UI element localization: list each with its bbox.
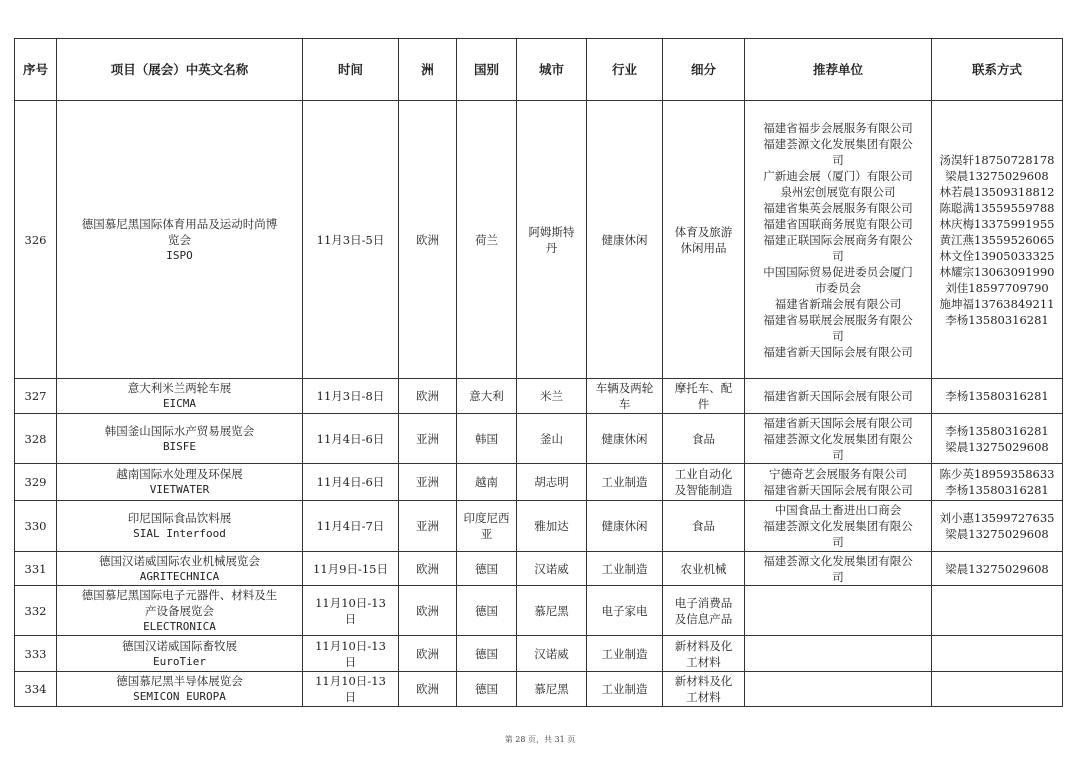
cell-subcategory: 工业自动化 及智能制造 [663, 464, 745, 501]
cell-name [57, 552, 303, 586]
cell-contact: 梁晨13275029608 [932, 552, 1063, 586]
cell-city: 釜山 [517, 414, 587, 464]
cell-contact: 刘小惠13599727635 梁晨13275029608 [932, 501, 1063, 552]
header-subcategory: 细分 [663, 39, 745, 101]
cell-time: 11月4日-7日 [303, 501, 399, 552]
cell-time: 11月3日-5日 [303, 101, 399, 379]
cell-industry: 电子家电 [587, 586, 663, 636]
name-cn: 意大利米兰两轮车展 [127, 381, 232, 395]
cell-units: 福建省新天国际会展有限公司 福建荟源文化发展集团有限公 司 [745, 414, 932, 464]
cell-units [745, 586, 932, 636]
cell-name [57, 101, 303, 379]
cell-units: 福建荟源文化发展集团有限公 司 [745, 552, 932, 586]
cell-country: 德国 [457, 586, 517, 636]
cell-contact [932, 636, 1063, 672]
cell-subcategory: 食品 [663, 414, 745, 464]
cell-industry: 健康休闲 [587, 101, 663, 379]
name-en: AGRITECHNICA [139, 569, 220, 583]
cell-contact: 李杨13580316281 [932, 379, 1063, 414]
name-en: ELECTRONICA [143, 619, 216, 633]
cell-name [57, 414, 303, 464]
name-cn: 德国慕尼黑半导体展览会 [116, 674, 243, 688]
header-industry: 行业 [587, 39, 663, 101]
cell-industry: 工业制造 [587, 636, 663, 672]
cell-continent: 亚洲 [399, 414, 457, 464]
header-row [15, 39, 1063, 101]
cell-industry: 健康休闲 [587, 414, 663, 464]
cell-name [57, 636, 303, 672]
cell-country: 德国 [457, 672, 517, 707]
table-row [15, 552, 1063, 586]
cell-country: 印度尼西 亚 [457, 501, 517, 552]
cell-country: 德国 [457, 636, 517, 672]
cell-units [745, 636, 932, 672]
cell-continent: 欧洲 [399, 672, 457, 707]
name-cn: 越南国际水处理及环保展 [116, 467, 243, 481]
cell-no: 331 [15, 552, 57, 586]
name-cn: 德国汉诺威国际农业机械展览会 [99, 553, 260, 568]
cell-name [57, 379, 303, 414]
name-en: SIAL Interfood [133, 527, 226, 540]
cell-time: 11月10日-13 日 [303, 586, 399, 636]
cell-continent: 欧洲 [399, 586, 457, 636]
cell-time: 11月10日-13 日 [303, 672, 399, 707]
cell-industry: 车辆及两轮 车 [587, 379, 663, 414]
cell-continent: 亚洲 [399, 501, 457, 552]
name-en: BISFE [162, 439, 197, 453]
name-cn: 德国慕尼黑国际体育用品及运动时尚博 览会 [81, 216, 278, 247]
cell-no: 332 [15, 586, 57, 636]
cell-time: 11月4日-6日 [303, 464, 399, 501]
cell-continent: 欧洲 [399, 101, 457, 379]
cell-country: 韩国 [457, 414, 517, 464]
cell-industry: 工业制造 [587, 552, 663, 586]
name-en: SEMICON EUROPA [133, 690, 226, 703]
cell-continent: 欧洲 [399, 552, 457, 586]
name-cn: 德国汉诺威国际畜牧展 [122, 638, 237, 653]
cell-contact: 汤淏轩18750728178 梁晨13275029608 林若晨13509318812 陈聪满13559559788 林庆梅13375991955 黄江燕13559526065 林文佺13905033325 林耀宗13063091990 刘佳18597709790 施坤福13763849211 李杨13580316281 [932, 101, 1063, 379]
cell-city: 汉诺威 [517, 636, 587, 672]
cell-subcategory: 农业机械 [663, 552, 745, 586]
cell-units: 福建省新天国际会展有限公司 [745, 379, 932, 414]
cell-subcategory: 食品 [663, 501, 745, 552]
cell-no: 327 [15, 379, 57, 414]
cell-city: 慕尼黑 [517, 672, 587, 707]
header-contact: 联系方式 [932, 39, 1063, 101]
name-cn: 印尼国际食品饮料展 [127, 511, 232, 525]
cell-subcategory: 电子消费品 及信息产品 [663, 586, 745, 636]
cell-country: 荷兰 [457, 101, 517, 379]
name-en: EICMA [162, 397, 197, 410]
cell-no: 330 [15, 501, 57, 552]
cell-name [57, 672, 303, 707]
name-en: ISPO [166, 248, 193, 262]
name-en: VIETWATER [149, 483, 210, 496]
name-cn: 韩国釜山国际水产贸易展览会 [104, 423, 255, 438]
cell-country: 意大利 [457, 379, 517, 414]
cell-units: 福建省福步会展服务有限公司 福建荟源文化发展集团有限公 司 广新迪会展（厦门）有限公司 泉州宏创展览有限公司 福建省集英会展服务有限公司 福建省国联商务展览有限公司 福建正联国际会展商务有限公 司 中国国际贸易促进委员会厦门 市委员会 福建省新瑞会展有限公司 福建省易联展会展服务有限公 司 福建省新天国际会展有限公司 [745, 101, 932, 379]
cell-name [57, 464, 303, 501]
table-row [15, 636, 1063, 672]
cell-contact: 李杨13580316281 梁晨13275029608 [932, 414, 1063, 464]
header-country: 国别 [457, 39, 517, 101]
header-time: 时间 [303, 39, 399, 101]
cell-units: 中国食品土畜进出口商会 福建荟源文化发展集团有限公 司 [745, 501, 932, 552]
cell-city: 米兰 [517, 379, 587, 414]
cell-time: 11月3日-8日 [303, 379, 399, 414]
cell-subcategory: 新材料及化 工材料 [663, 672, 745, 707]
cell-continent: 亚洲 [399, 464, 457, 501]
cell-subcategory: 新材料及化 工材料 [663, 636, 745, 672]
header-name: 项目（展会）中英文名称 [57, 39, 303, 101]
cell-industry: 工业制造 [587, 672, 663, 707]
cell-units: 宁德奇艺会展服务有限公司 福建省新天国际会展有限公司 [745, 464, 932, 501]
table-row [15, 672, 1063, 707]
cell-contact: 陈少英18959358633 李杨13580316281 [932, 464, 1063, 501]
cell-subcategory: 摩托车、配 件 [663, 379, 745, 414]
cell-industry: 健康休闲 [587, 501, 663, 552]
cell-country: 德国 [457, 552, 517, 586]
name-en: EuroTier [153, 654, 206, 668]
cell-time: 11月10日-13 日 [303, 636, 399, 672]
cell-continent: 欧洲 [399, 379, 457, 414]
cell-time: 11月4日-6日 [303, 414, 399, 464]
cell-no: 328 [15, 414, 57, 464]
cell-city: 慕尼黑 [517, 586, 587, 636]
cell-city: 胡志明 [517, 464, 587, 501]
cell-name [57, 501, 303, 552]
table-row [15, 464, 1063, 501]
cell-no: 334 [15, 672, 57, 707]
cell-industry: 工业制造 [587, 464, 663, 501]
table-row [15, 501, 1063, 552]
table-row [15, 101, 1063, 379]
cell-city: 雅加达 [517, 501, 587, 552]
header-no: 序号 [15, 39, 57, 101]
cell-city: 阿姆斯特 丹 [517, 101, 587, 379]
table-row [15, 379, 1063, 414]
cell-country: 越南 [457, 464, 517, 501]
header-continent: 洲 [399, 39, 457, 101]
cell-no: 326 [15, 101, 57, 379]
exhibition-table [14, 38, 1063, 707]
cell-no: 333 [15, 636, 57, 672]
table-row [15, 586, 1063, 636]
cell-units [745, 672, 932, 707]
cell-contact [932, 672, 1063, 707]
header-city: 城市 [517, 39, 587, 101]
cell-no: 329 [15, 464, 57, 501]
table-row [15, 414, 1063, 464]
cell-name [57, 586, 303, 636]
cell-subcategory: 体育及旅游 休闲用品 [663, 101, 745, 379]
cell-contact [932, 586, 1063, 636]
cell-continent: 欧洲 [399, 636, 457, 672]
name-cn: 德国慕尼黑国际电子元器件、材料及生 产设备展览会 [81, 587, 278, 618]
cell-time: 11月9日-15日 [303, 552, 399, 586]
header-units: 推荐单位 [745, 39, 932, 101]
cell-city: 汉诺威 [517, 552, 587, 586]
page-footer: 第 28 页，共 31 页 [504, 735, 576, 744]
